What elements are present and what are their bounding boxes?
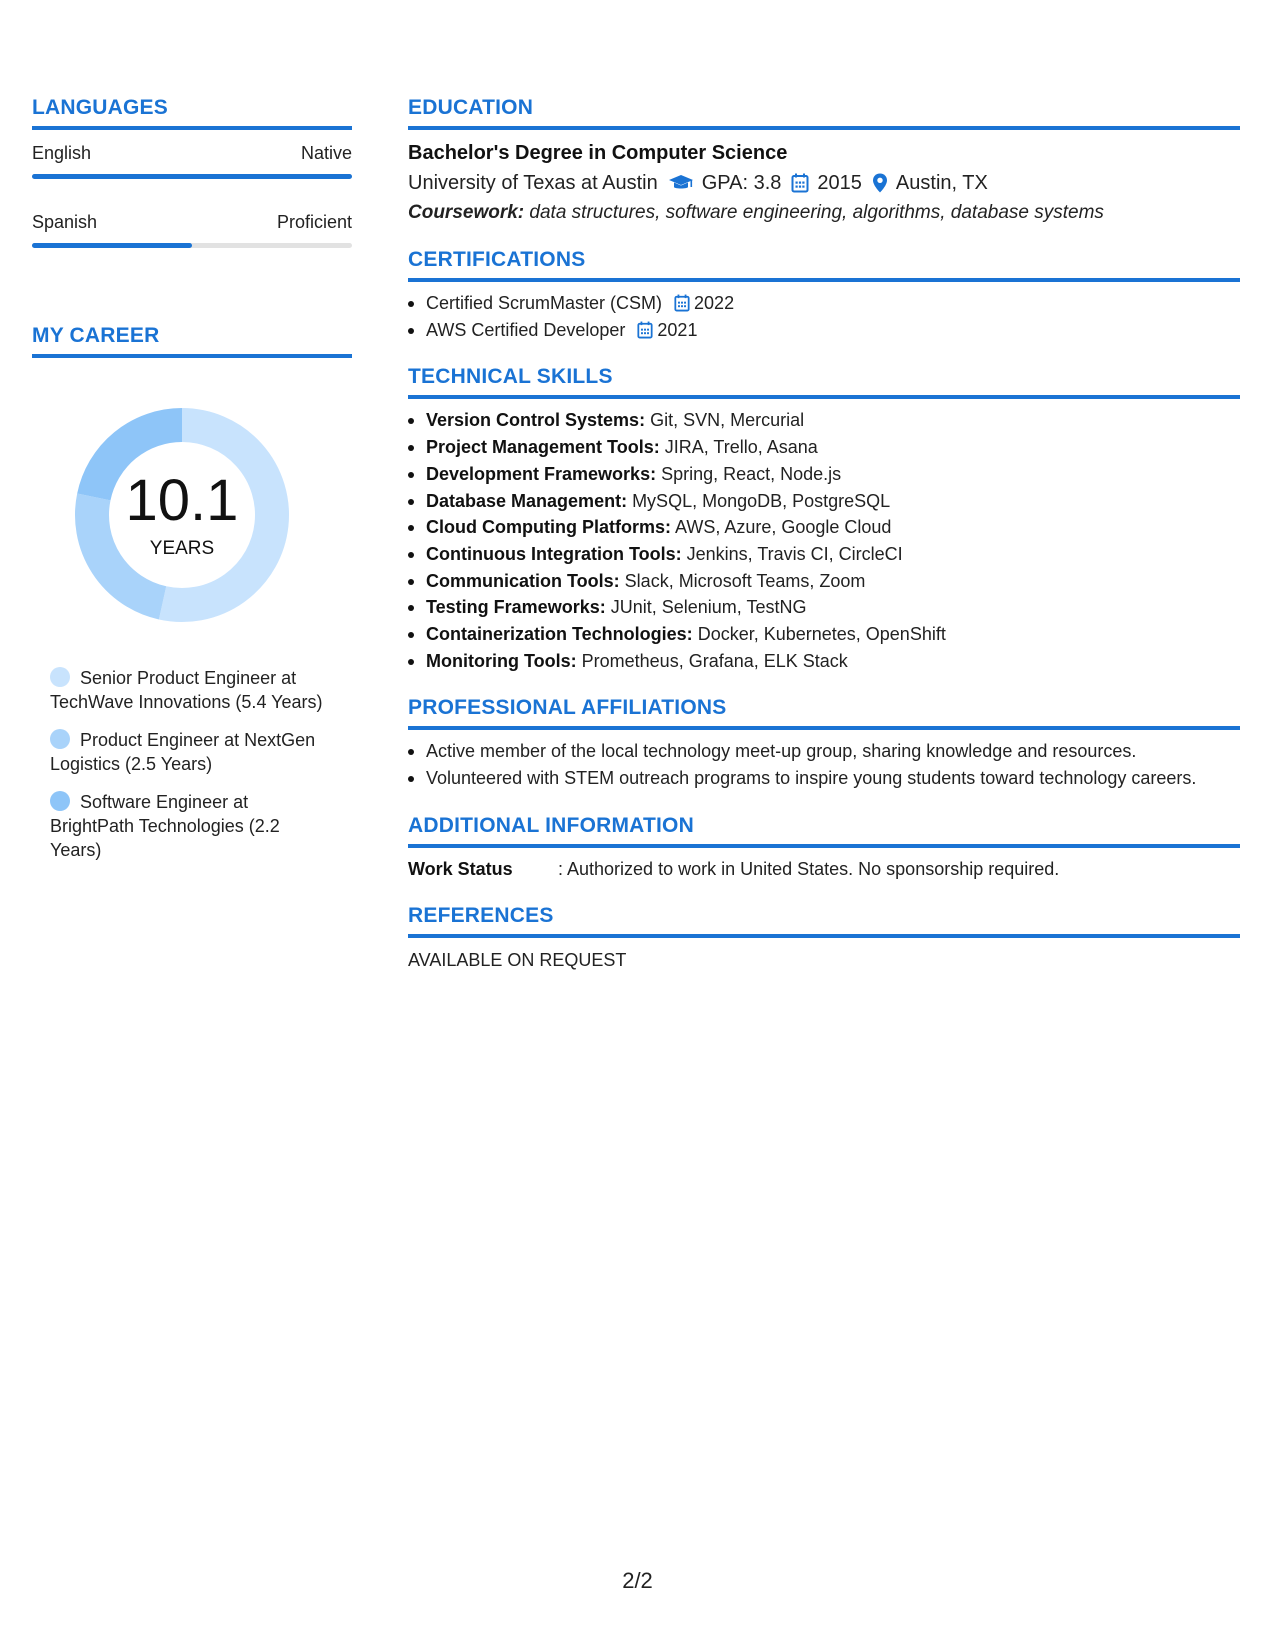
graduation-cap-icon: [668, 174, 694, 192]
list-item: [408, 488, 1240, 515]
education-coursework: [408, 200, 1240, 226]
cert-year: 2021: [657, 319, 698, 340]
legend-item: [50, 728, 352, 776]
cert-name: AWS Certified Developer: [426, 319, 626, 340]
language-proficiency-bar: [32, 174, 352, 179]
education-degree: Bachelor's Degree in Computer Science: [408, 142, 788, 164]
list-item: [408, 568, 1240, 595]
right-column: [408, 96, 1240, 972]
language-name: English: [32, 143, 92, 163]
coursework-label: Coursework:: [408, 202, 525, 223]
skill-value: Prometheus, Grafana, ELK Stack: [576, 650, 848, 671]
language-proficiency-bar: [32, 243, 352, 248]
education-year: 2015: [817, 172, 862, 194]
skill-value: Git, SVN, Mercurial: [645, 410, 805, 431]
skill-label: Cloud Computing Platforms:: [426, 517, 671, 538]
career-donut-chart: [67, 400, 297, 630]
list-item: [408, 434, 1240, 461]
education-details: [408, 170, 1240, 196]
skill-label: Project Management Tools:: [426, 437, 660, 458]
skill-value: Jenkins, Travis CI, CircleCI: [681, 543, 903, 564]
education-heading: EDUCATION: [408, 96, 1240, 130]
skill-label: Development Frameworks:: [426, 463, 657, 484]
legend-label: Product Engineer at NextGen Logistics (2.5 Years): [50, 730, 316, 774]
location-pin-icon: [872, 173, 888, 193]
references-text: AVAILABLE ON REQUEST: [408, 949, 627, 970]
cert-year: 2022: [694, 293, 735, 313]
calendar-icon: [637, 321, 653, 339]
language-item: [32, 142, 352, 179]
skill-label: Continuous Integration Tools:: [426, 543, 682, 564]
certifications-list: [408, 290, 1240, 343]
list-item: [408, 621, 1240, 648]
career-legend: [32, 666, 352, 862]
page-number: 2/2: [622, 1568, 653, 1593]
skill-label: Monitoring Tools:: [426, 650, 577, 671]
list-item: [408, 407, 1240, 434]
language-proficiency-fill: [32, 174, 352, 179]
skill-label: Containerization Technologies:: [426, 624, 693, 645]
legend-label: Senior Product Engineer at TechWave Innovations (5.4 Years): [50, 668, 323, 712]
skill-value: Docker, Kubernetes, OpenShift: [692, 624, 946, 645]
list-item: [408, 541, 1240, 568]
list-item: Volunteered with STEM outreach programs to inspire young students toward technology careers.: [408, 765, 1240, 792]
work-status-row: [408, 856, 1240, 882]
career-heading: MY CAREER: [32, 324, 352, 358]
legend-label: Software Engineer at BrightPath Technologies (2.2 Years): [50, 792, 280, 860]
skill-value: JIRA, Trello, Asana: [659, 437, 818, 458]
career-total-years: 10.1: [125, 468, 239, 533]
skill-value: JUnit, Selenium, TestNG: [605, 597, 807, 618]
skill-label: Database Management:: [426, 490, 628, 511]
language-level: Proficient: [276, 212, 352, 232]
list-item: [408, 648, 1240, 675]
certifications-heading: CERTIFICATIONS: [408, 248, 1240, 282]
career-total-unit: YEARS: [149, 538, 215, 559]
language-item: [32, 211, 352, 248]
technical-skills-heading: TECHNICAL SKILLS: [408, 365, 1240, 399]
work-status-label: Work Status: [408, 858, 513, 879]
skill-value: MySQL, MongoDB, PostgreSQL: [627, 490, 891, 511]
legend-dot: [50, 667, 70, 687]
skill-value: Spring, React, Node.js: [656, 463, 842, 484]
language-proficiency-fill: [32, 243, 192, 248]
list-item: [408, 461, 1240, 488]
education-school: University of Texas at Austin: [408, 172, 658, 194]
affiliations-heading: PROFESSIONAL AFFILIATIONS: [408, 696, 1240, 730]
education-gpa: GPA: 3.8: [701, 172, 782, 194]
references-heading: REFERENCES: [408, 904, 1240, 938]
list-item: Active member of the local technology meet-up group, sharing knowledge and resources.: [408, 738, 1240, 765]
skills-list: [408, 407, 1240, 674]
skill-value: Slack, Microsoft Teams, Zoom: [619, 570, 866, 591]
language-name: Spanish: [32, 212, 98, 232]
left-column: [32, 96, 352, 876]
legend-item: [50, 790, 352, 862]
languages-heading: LANGUAGES: [32, 96, 352, 130]
skill-label: Testing Frameworks:: [426, 597, 606, 618]
list-item: [408, 290, 1240, 317]
skill-label: Communication Tools:: [426, 570, 620, 591]
legend-dot: [50, 729, 70, 749]
skill-label: Version Control Systems:: [426, 410, 646, 431]
cert-name: Certified ScrumMaster (CSM): [426, 293, 663, 313]
language-level: Native: [300, 143, 352, 163]
list-item: [408, 317, 1240, 344]
coursework-list: data structures, software engineering, algorithms, database systems: [524, 202, 1104, 223]
calendar-icon: [674, 294, 690, 312]
calendar-icon: [791, 173, 809, 193]
skill-value: AWS, Azure, Google Cloud: [670, 517, 892, 538]
additional-info-heading: ADDITIONAL INFORMATION: [408, 814, 1240, 848]
education-location: Austin, TX: [895, 172, 988, 194]
affiliations-list: [408, 738, 1240, 791]
work-status-value: : Authorized to work in United States. No sponsorship required.: [558, 858, 1060, 879]
legend-item: [50, 666, 352, 714]
list-item: [408, 594, 1240, 621]
legend-dot: [50, 791, 70, 811]
list-item: [408, 514, 1240, 541]
